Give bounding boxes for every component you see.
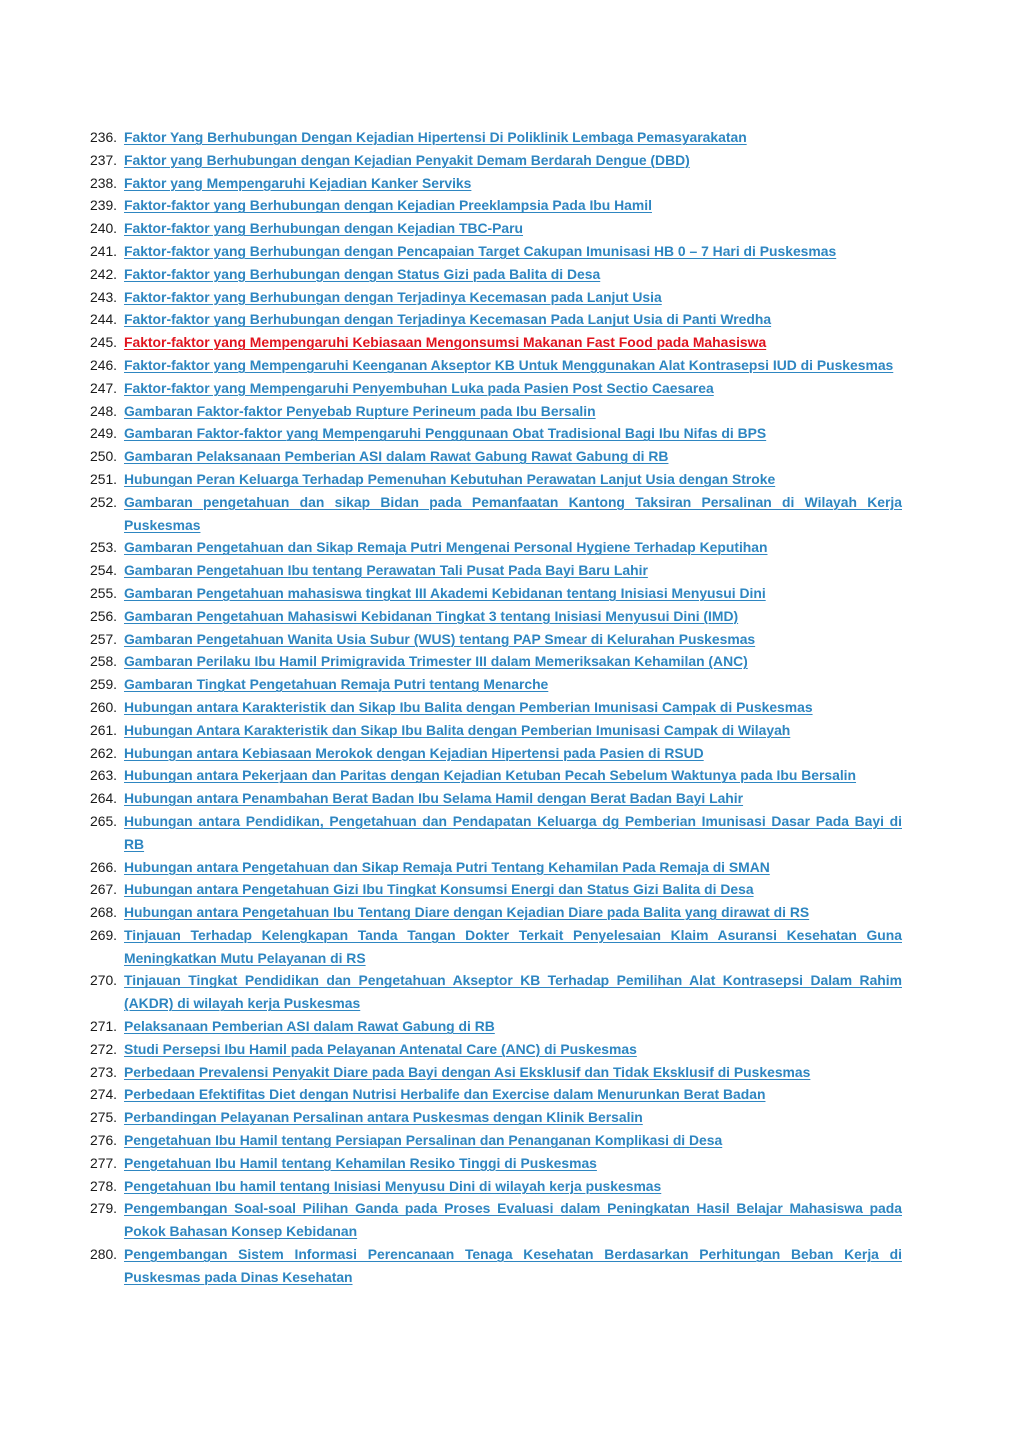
item-title-link[interactable]: Studi Persepsi Ibu Hamil pada Pelayanan Antenatal Care (ANC) di Puskesmas: [124, 1040, 637, 1057]
item-number: 268.: [90, 904, 118, 921]
item-title-link[interactable]: Faktor Yang Berhubungan Dengan Kejadian Hipertensi Di Poliklinik Lembaga Pemasyarakatan: [124, 129, 747, 145]
item-number: 260.: [90, 698, 118, 715]
item-number: 249.: [90, 425, 118, 442]
list-item: [90, 719, 902, 742]
item-title-link[interactable]: Pengembangan Soal-soal Pilihan Ganda pada Proses Evaluasi dalam Peningkatan Hasil Belajar Mahasiswa pada Pokok Bahasan Konsep Kebidanan: [124, 1200, 902, 1240]
list-item: [90, 491, 902, 537]
list-item: [90, 764, 902, 787]
list-item: [90, 331, 902, 354]
list-item: [90, 286, 902, 309]
list-item: [90, 856, 902, 879]
item-number: 264.: [90, 790, 118, 807]
item-number: 253.: [90, 539, 118, 556]
item-title-link[interactable]: Faktor-faktor yang Berhubungan dengan Pencapaian Target Cakupan Imunisasi HB 0 – 7 Hari di Puskesmas: [124, 242, 837, 259]
item-number: 258.: [90, 653, 118, 670]
list-item: [90, 559, 902, 582]
list-item: [90, 810, 902, 856]
list-item: [90, 240, 902, 263]
item-title-link[interactable]: Faktor-faktor yang Berhubungan dengan Status Gizi pada Balita di Desa: [124, 265, 601, 282]
item-title-link[interactable]: Tinjauan Tingkat Pendidikan dan Pengetahuan Akseptor KB Terhadap Pemilihan Alat Kontrasepsi Dalam Rahim (AKDR) di wilayah kerja Puskesmas: [124, 972, 902, 1012]
item-title-link[interactable]: Hubungan Antara Karakteristik dan Sikap Ibu Balita dengan Pemberian Imunisasi Campak di Wilayah: [124, 721, 791, 738]
item-number: 247.: [90, 379, 118, 396]
item-title-link[interactable]: Gambaran Pengetahuan dan Sikap Remaja Putri Mengenai Personal Hygiene Terhadap Keputihan: [124, 539, 768, 556]
item-title-link[interactable]: Hubungan antara Pengetahuan Ibu Tentang Diare dengan Kejadian Diare pada Balita yang dirawat di RS: [124, 904, 810, 921]
item-number: 275.: [90, 1109, 118, 1126]
list-item: [90, 1106, 902, 1129]
list-item: [90, 1175, 902, 1198]
item-number: 243.: [90, 288, 118, 305]
list-item: [90, 263, 902, 286]
list-item: [90, 628, 902, 651]
item-number: 259.: [90, 676, 118, 693]
item-title-link[interactable]: Gambaran Pengetahuan Wanita Usia Subur (WUS) tentang PAP Smear di Kelurahan Puskesmas: [124, 630, 756, 647]
item-number: 269.: [90, 926, 118, 943]
list-item: [90, 901, 902, 924]
item-number: 238.: [90, 174, 118, 191]
item-title-link[interactable]: Hubungan Peran Keluarga Terhadap Pemenuhan Kebutuhan Perawatan Lanjut Usia dengan Stroke: [124, 470, 776, 487]
item-number: 267.: [90, 881, 118, 898]
item-title-link[interactable]: Tinjauan Terhadap Kelengkapan Tanda Tangan Dokter Terkait Penyelesaian Klaim Asuransi Kesehatan Guna Meningkatkan Mutu Pelayanan di RS: [124, 926, 902, 966]
item-number: 274.: [90, 1086, 118, 1103]
item-title-link[interactable]: Gambaran Pengetahuan Mahasiswi Kebidanan Tingkat 3 tentang Inisiasi Menyusui Dini (IMD): [124, 607, 739, 624]
item-number: 248.: [90, 402, 118, 419]
list-item: [90, 422, 902, 445]
list-item: [90, 924, 902, 970]
list-item: [90, 1152, 902, 1175]
item-number: 241.: [90, 242, 118, 259]
list-item: [90, 1243, 902, 1289]
item-number: 263.: [90, 767, 118, 784]
list-item: [90, 1129, 902, 1152]
item-number: 244.: [90, 311, 118, 328]
item-number: 254.: [90, 562, 118, 579]
item-title-link[interactable]: Perbedaan Efektifitas Diet dengan Nutrisi Herbalife dan Exercise dalam Menurunkan Berat Badan: [124, 1086, 766, 1103]
item-title-link[interactable]: Pengetahuan Ibu hamil tentang Inisiasi Menyusu Dini di wilayah kerja puskesmas: [124, 1177, 662, 1194]
list-item: [90, 650, 902, 673]
list-item: [90, 605, 902, 628]
item-number: 252.: [90, 493, 118, 510]
item-title-link[interactable]: Pelaksanaan Pemberian ASI dalam Rawat Gabung di RB: [124, 1018, 495, 1035]
list-item: [90, 1015, 902, 1038]
item-number: 255.: [90, 584, 118, 601]
item-title-link[interactable]: Faktor-faktor yang Berhubungan dengan Terjadinya Kecemasan pada Lanjut Usia: [124, 288, 662, 305]
item-number: 265.: [90, 812, 118, 829]
list-item: [90, 673, 902, 696]
list-item: [90, 445, 902, 468]
item-title-link[interactable]: Gambaran pengetahuan dan sikap Bidan pada Pemanfaatan Kantong Taksiran Persalinan di Wilayah Kerja Puskesmas: [124, 493, 902, 533]
item-title-link[interactable]: Pengembangan Sistem Informasi Perencanaan Tenaga Kesehatan Berdasarkan Perhitungan Beban Kerja di Puskesmas pada Dinas Kesehatan: [124, 1246, 902, 1285]
item-number: 256.: [90, 607, 118, 624]
list-item: [90, 308, 902, 331]
item-title-link[interactable]: Hubungan antara Karakteristik dan Sikap Ibu Balita dengan Pemberian Imunisasi Campak di Puskesmas: [124, 698, 813, 715]
item-title-link[interactable]: Faktor-faktor yang Berhubungan dengan Kejadian Preeklampsia Pada Ibu Hamil: [124, 197, 652, 214]
list-item: [90, 787, 902, 810]
item-number: 276.: [90, 1132, 118, 1149]
item-number: 250.: [90, 448, 118, 465]
item-title-link[interactable]: Hubungan antara Pendidikan, Pengetahuan dan Pendapatan Keluarga dg Pemberian Imunisasi Dasar Pada Bayi di RB: [124, 812, 902, 852]
item-number: 242.: [90, 265, 118, 282]
list-item: [90, 536, 902, 559]
list-item: [90, 1197, 902, 1243]
list-item: [90, 742, 902, 765]
list-item: [90, 126, 902, 149]
list-item: [90, 354, 902, 377]
item-title-link-highlighted[interactable]: Faktor-faktor yang Mempengaruhi Kebiasaan Mengonsumsi Makanan Fast Food pada Mahasiswa: [124, 334, 767, 351]
list-item: [90, 149, 902, 172]
list-item: [90, 878, 902, 901]
list-item: [90, 217, 902, 240]
list-item: [90, 969, 902, 1015]
list-item: [90, 377, 902, 400]
list-item: [90, 582, 902, 605]
item-title-link[interactable]: Pengetahuan Ibu Hamil tentang Kehamilan Resiko Tinggi di Puskesmas: [124, 1154, 597, 1171]
item-title-link[interactable]: Hubungan antara Kebiasaan Merokok dengan Kejadian Hipertensi pada Pasien di RSUD: [124, 744, 704, 761]
item-number: 272.: [90, 1040, 118, 1057]
item-title-link[interactable]: Faktor yang Berhubungan dengan Kejadian Penyakit Demam Berdarah Dengue (DBD): [124, 151, 690, 168]
item-number: 257.: [90, 630, 118, 647]
list-item: [90, 172, 902, 195]
item-number: 245.: [90, 334, 118, 351]
item-title-link[interactable]: Faktor-faktor yang Mempengaruhi Keenganan Akseptor KB Untuk Menggunakan Alat Kontrasepsi IUD di Puskesmas: [124, 356, 894, 373]
item-number: 278.: [90, 1177, 118, 1194]
item-title-link[interactable]: Faktor-faktor yang Mempengaruhi Penyembuhan Luka pada Pasien Post Sectio Caesarea: [124, 379, 714, 396]
item-title-link[interactable]: Pengetahuan Ibu Hamil tentang Persiapan Persalinan dan Penanganan Komplikasi di Desa: [124, 1132, 723, 1149]
item-title-link[interactable]: Gambaran Faktor-faktor Penyebab Rupture Perineum pada Ibu Bersalin: [124, 402, 596, 419]
item-number: 270.: [90, 972, 118, 989]
item-number: 271.: [90, 1018, 118, 1035]
item-number: 251.: [90, 470, 118, 487]
item-title-link[interactable]: Gambaran Faktor-faktor yang Mempengaruhi Penggunaan Obat Tradisional Bagi Ibu Nifas di BPS: [124, 425, 767, 442]
item-number: 261.: [90, 721, 118, 738]
item-number: 266.: [90, 858, 118, 875]
item-title-link[interactable]: Faktor yang Mempengaruhi Kejadian Kanker Serviks: [124, 174, 472, 191]
item-title-link[interactable]: Hubungan antara Pengetahuan Gizi Ibu Tingkat Konsumsi Energi dan Status Gizi Balita di Desa: [124, 881, 754, 898]
item-title-link[interactable]: Hubungan antara Pengetahuan dan Sikap Remaja Putri Tentang Kehamilan Pada Remaja di SMAN: [124, 858, 770, 875]
list-item: [90, 1038, 902, 1061]
item-title-link[interactable]: Faktor-faktor yang Berhubungan dengan Kejadian TBC-Paru: [124, 220, 524, 237]
item-number: 280.: [90, 1246, 118, 1263]
item-title-link[interactable]: Perbandingan Pelayanan Persalinan antara Puskesmas dengan Klinik Bersalin: [124, 1109, 643, 1126]
item-title-link[interactable]: Hubungan antara Pekerjaan dan Paritas dengan Kejadian Ketuban Pecah Sebelum Waktunya pada Ibu Bersalin: [124, 767, 857, 784]
item-title-link[interactable]: Gambaran Pelaksanaan Pemberian ASI dalam Rawat Gabung Rawat Gabung di RB: [124, 448, 669, 465]
list-item: [90, 1061, 902, 1084]
thesis-title-list: [90, 126, 902, 1289]
item-title-link[interactable]: Gambaran Pengetahuan Ibu tentang Perawatan Tali Pusat Pada Bayi Baru Lahir: [124, 562, 648, 579]
list-item: [90, 696, 902, 719]
item-title-link[interactable]: Gambaran Pengetahuan mahasiswa tingkat III Akademi Kebidanan tentang Inisiasi Menyusui Dini: [124, 584, 766, 601]
item-number: 246.: [90, 356, 118, 373]
list-item: [90, 468, 902, 491]
item-title-link[interactable]: Perbedaan Prevalensi Penyakit Diare pada Bayi dengan Asi Eksklusif dan Tidak Eksklusif di Puskesmas: [124, 1063, 811, 1080]
item-title-link[interactable]: Hubungan antara Penambahan Berat Badan Ibu Selama Hamil dengan Berat Badan Bayi Lahir: [124, 790, 744, 807]
list-item: [90, 400, 902, 423]
item-title-link[interactable]: Faktor-faktor yang Berhubungan dengan Terjadinya Kecemasan Pada Lanjut Usia di Panti Wredha: [124, 311, 772, 328]
item-number: 236.: [90, 129, 118, 145]
item-number: 237.: [90, 151, 118, 168]
list-item: [90, 194, 902, 217]
item-number: 273.: [90, 1063, 118, 1080]
item-number: 262.: [90, 744, 118, 761]
item-number: 277.: [90, 1154, 118, 1171]
item-number: 240.: [90, 220, 118, 237]
item-number: 279.: [90, 1200, 118, 1217]
list-item: [90, 1083, 902, 1106]
item-title-link[interactable]: Gambaran Tingkat Pengetahuan Remaja Putri tentang Menarche: [124, 676, 549, 693]
item-number: 239.: [90, 197, 118, 214]
item-title-link[interactable]: Gambaran Perilaku Ibu Hamil Primigravida Trimester III dalam Memeriksakan Kehamilan (ANC): [124, 653, 748, 670]
